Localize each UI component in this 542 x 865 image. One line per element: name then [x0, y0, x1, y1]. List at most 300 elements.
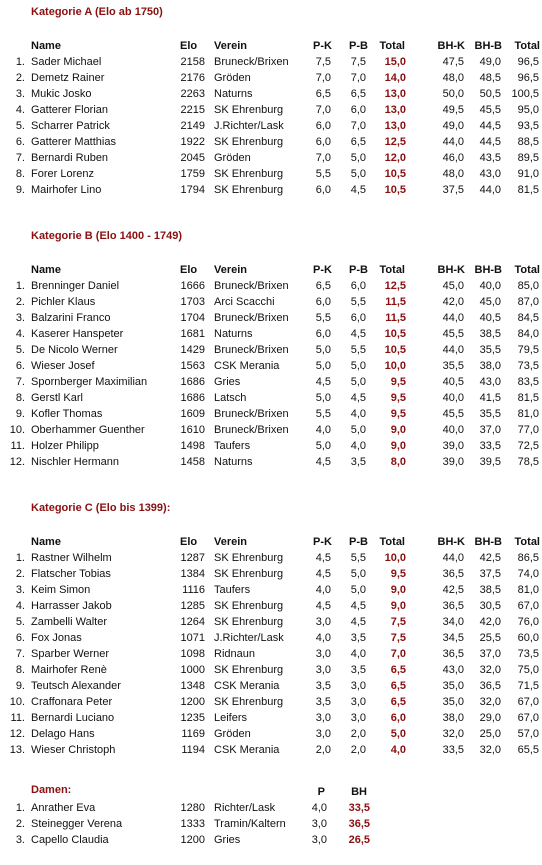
header-bhb: BH-B [474, 40, 502, 52]
bhb-cell: 48,5 [479, 72, 501, 84]
pk-cell: 5,0 [315, 440, 331, 452]
elo-cell: 1498 [180, 440, 205, 452]
pk-cell: 5,0 [315, 392, 331, 404]
bhb-cell: 32,0 [479, 664, 501, 676]
points-total-cell: 6,5 [390, 680, 406, 692]
elo-cell: 2149 [180, 120, 205, 132]
bhk-cell: 42,0 [442, 296, 464, 308]
bhb-cell: 38,5 [479, 328, 501, 340]
points-total-cell: 9,5 [390, 568, 406, 580]
player-name: Teutsch Alexander [31, 680, 121, 692]
pk-cell: 3,5 [315, 696, 331, 708]
player-name: Sader Michael [31, 56, 102, 68]
player-name: Scharrer Patrick [31, 120, 110, 132]
bhb-cell: 40,5 [479, 312, 501, 324]
points-total-cell: 9,5 [390, 392, 406, 404]
bhk-cell: 38,0 [442, 712, 464, 724]
points-total-cell: 9,5 [390, 408, 406, 420]
pk-cell: 6,5 [315, 88, 331, 100]
bhb-cell: 45,5 [479, 104, 501, 116]
header-pk: P-K [313, 536, 332, 548]
pk-cell: 7,5 [315, 56, 331, 68]
buchholz-total-cell: 67,0 [517, 696, 539, 708]
bhk-cell: 49,5 [442, 104, 464, 116]
rank-cell: 9. [15, 408, 25, 420]
rank-cell: 6. [15, 632, 25, 644]
buchholz-total-cell: 75,0 [517, 664, 539, 676]
header-pb: P-B [349, 264, 368, 276]
club-cell: Gröden [214, 728, 251, 740]
elo-cell: 1169 [181, 728, 205, 740]
rank-cell: 9. [15, 680, 25, 692]
bhb-cell: 32,0 [479, 696, 501, 708]
bhb-cell: 29,0 [479, 712, 501, 724]
bhk-cell: 45,5 [442, 408, 464, 420]
elo-cell: 1704 [180, 312, 205, 324]
bhb-cell: 50,5 [479, 88, 501, 100]
buchholz-total-cell: 86,5 [517, 552, 539, 564]
header-bh: BH [351, 786, 367, 798]
bhk-cell: 36,5 [442, 648, 464, 660]
player-name: Mairhofer Lino [31, 184, 102, 196]
bhk-cell: 37,5 [442, 184, 464, 196]
buchholz-total-cell: 81,0 [517, 408, 539, 420]
bhk-cell: 40,0 [442, 424, 464, 436]
points-cell: 3,0 [311, 818, 327, 830]
header-pk: P-K [313, 264, 332, 276]
points-total-cell: 10,5 [384, 184, 406, 196]
club-cell: Leifers [214, 712, 248, 724]
pb-cell: 4,5 [350, 600, 366, 612]
bhk-cell: 34,5 [442, 632, 464, 644]
pk-cell: 3,0 [315, 648, 331, 660]
header-elo: Elo [180, 536, 198, 548]
buchholz-total-cell: 65,5 [517, 744, 539, 756]
pb-cell: 3,0 [350, 696, 366, 708]
club-cell: Gröden [214, 72, 251, 84]
bhk-cell: 36,5 [442, 568, 464, 580]
rank-cell: 8. [15, 392, 25, 404]
header-verein: Verein [214, 536, 248, 548]
player-name: Wieser Josef [31, 360, 95, 372]
club-cell: Taufers [214, 440, 251, 452]
pk-cell: 5,0 [315, 360, 331, 372]
bhk-cell: 45,5 [442, 328, 464, 340]
header-pk: P-K [313, 40, 332, 52]
bhb-cell: 37,5 [479, 568, 501, 580]
bhk-cell: 46,0 [442, 152, 464, 164]
player-name: Holzer Philipp [31, 440, 99, 452]
bhb-cell: 42,5 [479, 552, 501, 564]
player-name: Pichler Klaus [31, 296, 96, 308]
player-name: Harrasser Jakob [31, 600, 112, 612]
table-row [0, 694, 542, 710]
pk-cell: 2,0 [315, 744, 331, 756]
club-cell: Bruneck/Brixen [214, 280, 289, 292]
player-name: Fox Jonas [31, 632, 82, 644]
table-row [0, 166, 542, 182]
pk-cell: 7,0 [315, 152, 331, 164]
points-total-cell: 5,0 [390, 728, 406, 740]
bhb-cell: 35,5 [479, 408, 501, 420]
header-name: Name [31, 40, 61, 52]
buchholz-total-cell: 74,0 [517, 568, 539, 580]
elo-cell: 1681 [180, 328, 205, 340]
elo-cell: 1194 [181, 744, 205, 756]
buchholz-total-cell: 78,5 [517, 456, 539, 468]
bhk-cell: 40,5 [442, 376, 464, 388]
buchholz-total-cell: 88,5 [517, 136, 539, 148]
buchholz-total-cell: 96,5 [517, 72, 539, 84]
rank-cell: 1. [15, 552, 25, 564]
club-cell: Richter/Lask [214, 802, 276, 814]
points-total-cell: 6,0 [390, 712, 406, 724]
elo-cell: 1794 [180, 184, 205, 196]
elo-cell: 1200 [180, 696, 205, 708]
pb-cell: 4,5 [350, 184, 366, 196]
points-total-cell: 12,5 [384, 280, 406, 292]
player-name: Demetz Rainer [31, 72, 105, 84]
club-cell: Naturns [214, 88, 253, 100]
pb-cell: 5,0 [350, 360, 366, 372]
pb-cell: 4,0 [350, 408, 366, 420]
elo-cell: 1200 [180, 834, 205, 846]
points-total-cell: 6,5 [390, 664, 406, 676]
points-total-cell: 12,0 [384, 152, 406, 164]
table-row [0, 742, 542, 758]
table-row [0, 374, 542, 390]
pk-cell: 4,5 [315, 376, 331, 388]
player-name: Capello Claudia [31, 834, 109, 846]
buchholz-total-cell: 72,5 [517, 440, 539, 452]
club-cell: Ridnaun [214, 648, 255, 660]
club-cell: Latsch [214, 392, 247, 404]
club-cell: Gries [214, 376, 241, 388]
rank-cell: 5. [15, 344, 25, 356]
table-row [0, 614, 542, 630]
bhb-cell: 42,0 [479, 616, 501, 628]
club-cell: Gries [214, 834, 241, 846]
pk-cell: 5,5 [315, 408, 331, 420]
rank-cell: 10. [9, 424, 25, 436]
player-name: Wieser Christoph [31, 744, 116, 756]
header-bhb: BH-B [474, 536, 502, 548]
bhk-cell: 44,0 [442, 136, 464, 148]
elo-cell: 2158 [180, 56, 205, 68]
table-row [0, 182, 542, 198]
table-row [0, 70, 542, 86]
rank-cell: 3. [15, 834, 25, 846]
rank-cell: 7. [15, 152, 25, 164]
pb-cell: 5,0 [350, 568, 366, 580]
buchholz-total-cell: 95,0 [517, 104, 539, 116]
bhb-cell: 37,0 [479, 648, 501, 660]
elo-cell: 1071 [180, 632, 205, 644]
elo-cell: 1759 [180, 168, 205, 180]
pb-cell: 7,5 [350, 56, 366, 68]
rank-cell: 11. [10, 712, 25, 724]
points-total-cell: 10,5 [384, 168, 406, 180]
table-row [0, 118, 542, 134]
table-header [0, 784, 542, 800]
table-row [0, 678, 542, 694]
bhk-cell: 33,5 [442, 744, 464, 756]
bhk-cell: 35,0 [442, 696, 464, 708]
rank-cell: 7. [15, 376, 25, 388]
bhk-cell: 34,0 [442, 616, 464, 628]
buchholz-total-cell: 73,5 [517, 648, 539, 660]
bhk-cell: 44,0 [442, 344, 464, 356]
pb-cell: 5,0 [350, 168, 366, 180]
table-row [0, 358, 542, 374]
player-name: Forer Lorenz [31, 168, 94, 180]
pb-cell: 4,0 [350, 440, 366, 452]
buchholz-total-cell: 91,0 [517, 168, 539, 180]
pk-cell: 5,0 [315, 344, 331, 356]
points-total-cell: 10,5 [384, 328, 406, 340]
player-name: Flatscher Tobias [31, 568, 111, 580]
pk-cell: 3,0 [315, 728, 331, 740]
table-row [0, 832, 542, 848]
points-total-cell: 8,0 [390, 456, 406, 468]
rank-cell: 1. [15, 280, 25, 292]
table-row [0, 134, 542, 150]
player-name: Delago Hans [31, 728, 95, 740]
pb-cell: 5,5 [350, 552, 366, 564]
table-row [0, 646, 542, 662]
header-total: Total [379, 536, 405, 548]
header-verein: Verein [214, 40, 248, 52]
elo-cell: 1384 [180, 568, 205, 580]
buchholz-total-cell: 67,0 [517, 600, 539, 612]
header-bhk: BH-K [437, 264, 465, 276]
buchholz-total-cell: 57,0 [517, 728, 539, 740]
pk-cell: 6,0 [315, 120, 331, 132]
pk-cell: 5,5 [315, 312, 331, 324]
points-total-cell: 9,0 [390, 424, 406, 436]
bhb-cell: 49,0 [479, 56, 501, 68]
points-total-cell: 11,5 [385, 296, 406, 308]
elo-cell: 1610 [180, 424, 205, 436]
buchholz-total-cell: 89,5 [517, 152, 539, 164]
player-name: Mairhofer Renè [31, 664, 107, 676]
bhk-cell: 43,0 [442, 664, 464, 676]
table-row [0, 710, 542, 726]
pk-cell: 3,0 [315, 664, 331, 676]
section-title: Kategorie B (Elo 1400 - 1749) [31, 230, 183, 242]
bhk-cell: 48,0 [442, 72, 464, 84]
rank-cell: 9. [15, 184, 25, 196]
pb-cell: 2,0 [350, 744, 366, 756]
club-cell: Bruneck/Brixen [214, 312, 289, 324]
club-cell: J.Richter/Lask [214, 632, 284, 644]
bhk-cell: 36,5 [442, 600, 464, 612]
bhb-cell: 35,5 [479, 344, 501, 356]
bhb-cell: 41,5 [479, 392, 501, 404]
elo-cell: 1563 [180, 360, 205, 372]
rank-cell: 8. [15, 664, 25, 676]
rank-cell: 13. [9, 744, 25, 756]
table-row [0, 800, 542, 816]
player-name: Spornberger Maximilian [31, 376, 148, 388]
buchholz-total-cell: 81,5 [517, 392, 539, 404]
section-title: Kategorie A (Elo ab 1750) [31, 6, 163, 18]
elo-cell: 2045 [180, 152, 205, 164]
elo-cell: 1285 [180, 600, 205, 612]
club-cell: Taufers [214, 584, 251, 596]
table-row [0, 422, 542, 438]
header-elo: Elo [180, 40, 198, 52]
pb-cell: 5,5 [350, 344, 366, 356]
player-name: Kaserer Hanspeter [31, 328, 124, 340]
header-verein: Verein [214, 264, 248, 276]
buchholz-total-cell: 76,0 [517, 616, 539, 628]
points-total-cell: 15,0 [384, 56, 406, 68]
elo-cell: 1116 [182, 584, 205, 596]
player-name: Mukic Josko [31, 88, 92, 100]
club-cell: SK Ehrenburg [214, 104, 284, 116]
points-total-cell: 13,0 [384, 88, 406, 100]
bhb-cell: 38,5 [479, 584, 501, 596]
rank-cell: 2. [15, 818, 25, 830]
rank-cell: 5. [15, 616, 25, 628]
table-row [0, 278, 542, 294]
buchholz-total-cell: 81,5 [517, 184, 539, 196]
pk-cell: 4,5 [315, 568, 331, 580]
player-name: Craffonara Peter [31, 696, 113, 708]
buchholz-total-cell: 85,0 [517, 280, 539, 292]
pk-cell: 4,5 [315, 456, 331, 468]
elo-cell: 1922 [180, 136, 205, 148]
club-cell: Naturns [214, 456, 253, 468]
bhk-cell: 35,5 [442, 360, 464, 372]
bhk-cell: 42,5 [442, 584, 464, 596]
pb-cell: 3,5 [350, 456, 366, 468]
bhb-cell: 40,0 [479, 280, 501, 292]
elo-cell: 2263 [180, 88, 205, 100]
club-cell: Arci Scacchi [214, 296, 275, 308]
elo-cell: 1333 [180, 818, 205, 830]
player-name: Brenninger Daniel [31, 280, 120, 292]
bhb-cell: 39,5 [479, 456, 501, 468]
points-total-cell: 9,0 [390, 440, 406, 452]
rank-cell: 6. [15, 136, 25, 148]
header-total2: Total [514, 536, 540, 548]
rank-cell: 3. [15, 312, 25, 324]
table-row [0, 406, 542, 422]
points-total-cell: 6,5 [390, 696, 406, 708]
table-row [0, 662, 542, 678]
points-total-cell: 9,5 [390, 376, 406, 388]
club-cell: Bruneck/Brixen [214, 56, 289, 68]
points-total-cell: 10,0 [384, 552, 406, 564]
bhb-cell: 37,0 [479, 424, 501, 436]
header-bhb: BH-B [474, 264, 502, 276]
bhb-cell: 45,0 [479, 296, 501, 308]
bhb-cell: 44,5 [479, 136, 501, 148]
rank-cell: 4. [15, 600, 25, 612]
bhk-cell: 39,0 [442, 456, 464, 468]
club-cell: CSK Merania [214, 744, 280, 756]
bhb-cell: 36,5 [479, 680, 501, 692]
points-total-cell: 14,0 [384, 72, 406, 84]
pb-cell: 7,0 [350, 72, 366, 84]
pb-cell: 3,5 [350, 664, 366, 676]
club-cell: SK Ehrenburg [214, 552, 284, 564]
rank-cell: 12. [9, 456, 25, 468]
table-row [0, 816, 542, 832]
pb-cell: 6,5 [350, 88, 366, 100]
club-cell: SK Ehrenburg [214, 696, 284, 708]
pk-cell: 6,0 [315, 184, 331, 196]
bhk-cell: 49,0 [442, 120, 464, 132]
elo-cell: 2176 [180, 72, 205, 84]
elo-cell: 1609 [180, 408, 205, 420]
club-cell: CSK Merania [214, 680, 280, 692]
table-row [0, 582, 542, 598]
buchholz-cell: 26,5 [348, 834, 370, 846]
section-title: Damen: [31, 784, 72, 796]
player-name: Gatterer Florian [31, 104, 109, 116]
bhk-cell: 50,0 [442, 88, 464, 100]
table-row [0, 294, 542, 310]
rank-cell: 10. [9, 696, 25, 708]
buchholz-total-cell: 87,0 [517, 296, 539, 308]
table-row [0, 438, 542, 454]
table-row [0, 150, 542, 166]
pk-cell: 3,0 [315, 712, 331, 724]
bhk-cell: 44,0 [442, 552, 464, 564]
player-name: Gerstl Karl [31, 392, 83, 404]
bhb-cell: 38,0 [479, 360, 501, 372]
elo-cell: 1235 [180, 712, 205, 724]
pb-cell: 7,0 [350, 120, 366, 132]
club-cell: CSK Merania [214, 360, 280, 372]
pb-cell: 5,0 [350, 584, 366, 596]
buchholz-total-cell: 60,0 [517, 632, 539, 644]
buchholz-cell: 33,5 [348, 802, 370, 814]
table-header [0, 38, 542, 54]
pk-cell: 6,5 [315, 280, 331, 292]
table-row [0, 342, 542, 358]
table-row [0, 326, 542, 342]
bhb-cell: 25,0 [479, 728, 501, 740]
player-name: Gatterer Matthias [31, 136, 116, 148]
bhb-cell: 43,0 [479, 376, 501, 388]
header-name: Name [31, 264, 61, 276]
buchholz-total-cell: 77,0 [517, 424, 539, 436]
elo-cell: 1098 [180, 648, 205, 660]
club-cell: SK Ehrenburg [214, 568, 284, 580]
buchholz-total-cell: 79,5 [517, 344, 539, 356]
table-header [0, 262, 542, 278]
table-row [0, 310, 542, 326]
buchholz-total-cell: 96,5 [517, 56, 539, 68]
table-row [0, 630, 542, 646]
player-name: Anrather Eva [31, 802, 96, 814]
club-cell: Tramin/Kaltern [214, 818, 286, 830]
pk-cell: 4,5 [315, 600, 331, 612]
buchholz-total-cell: 71,5 [517, 680, 539, 692]
elo-cell: 1287 [180, 552, 205, 564]
pk-cell: 4,0 [315, 632, 331, 644]
elo-cell: 1264 [180, 616, 205, 628]
points-cell: 4,0 [311, 802, 327, 814]
rank-cell: 4. [15, 328, 25, 340]
pb-cell: 5,0 [350, 376, 366, 388]
pb-cell: 6,5 [350, 136, 366, 148]
rank-cell: 2. [15, 296, 25, 308]
